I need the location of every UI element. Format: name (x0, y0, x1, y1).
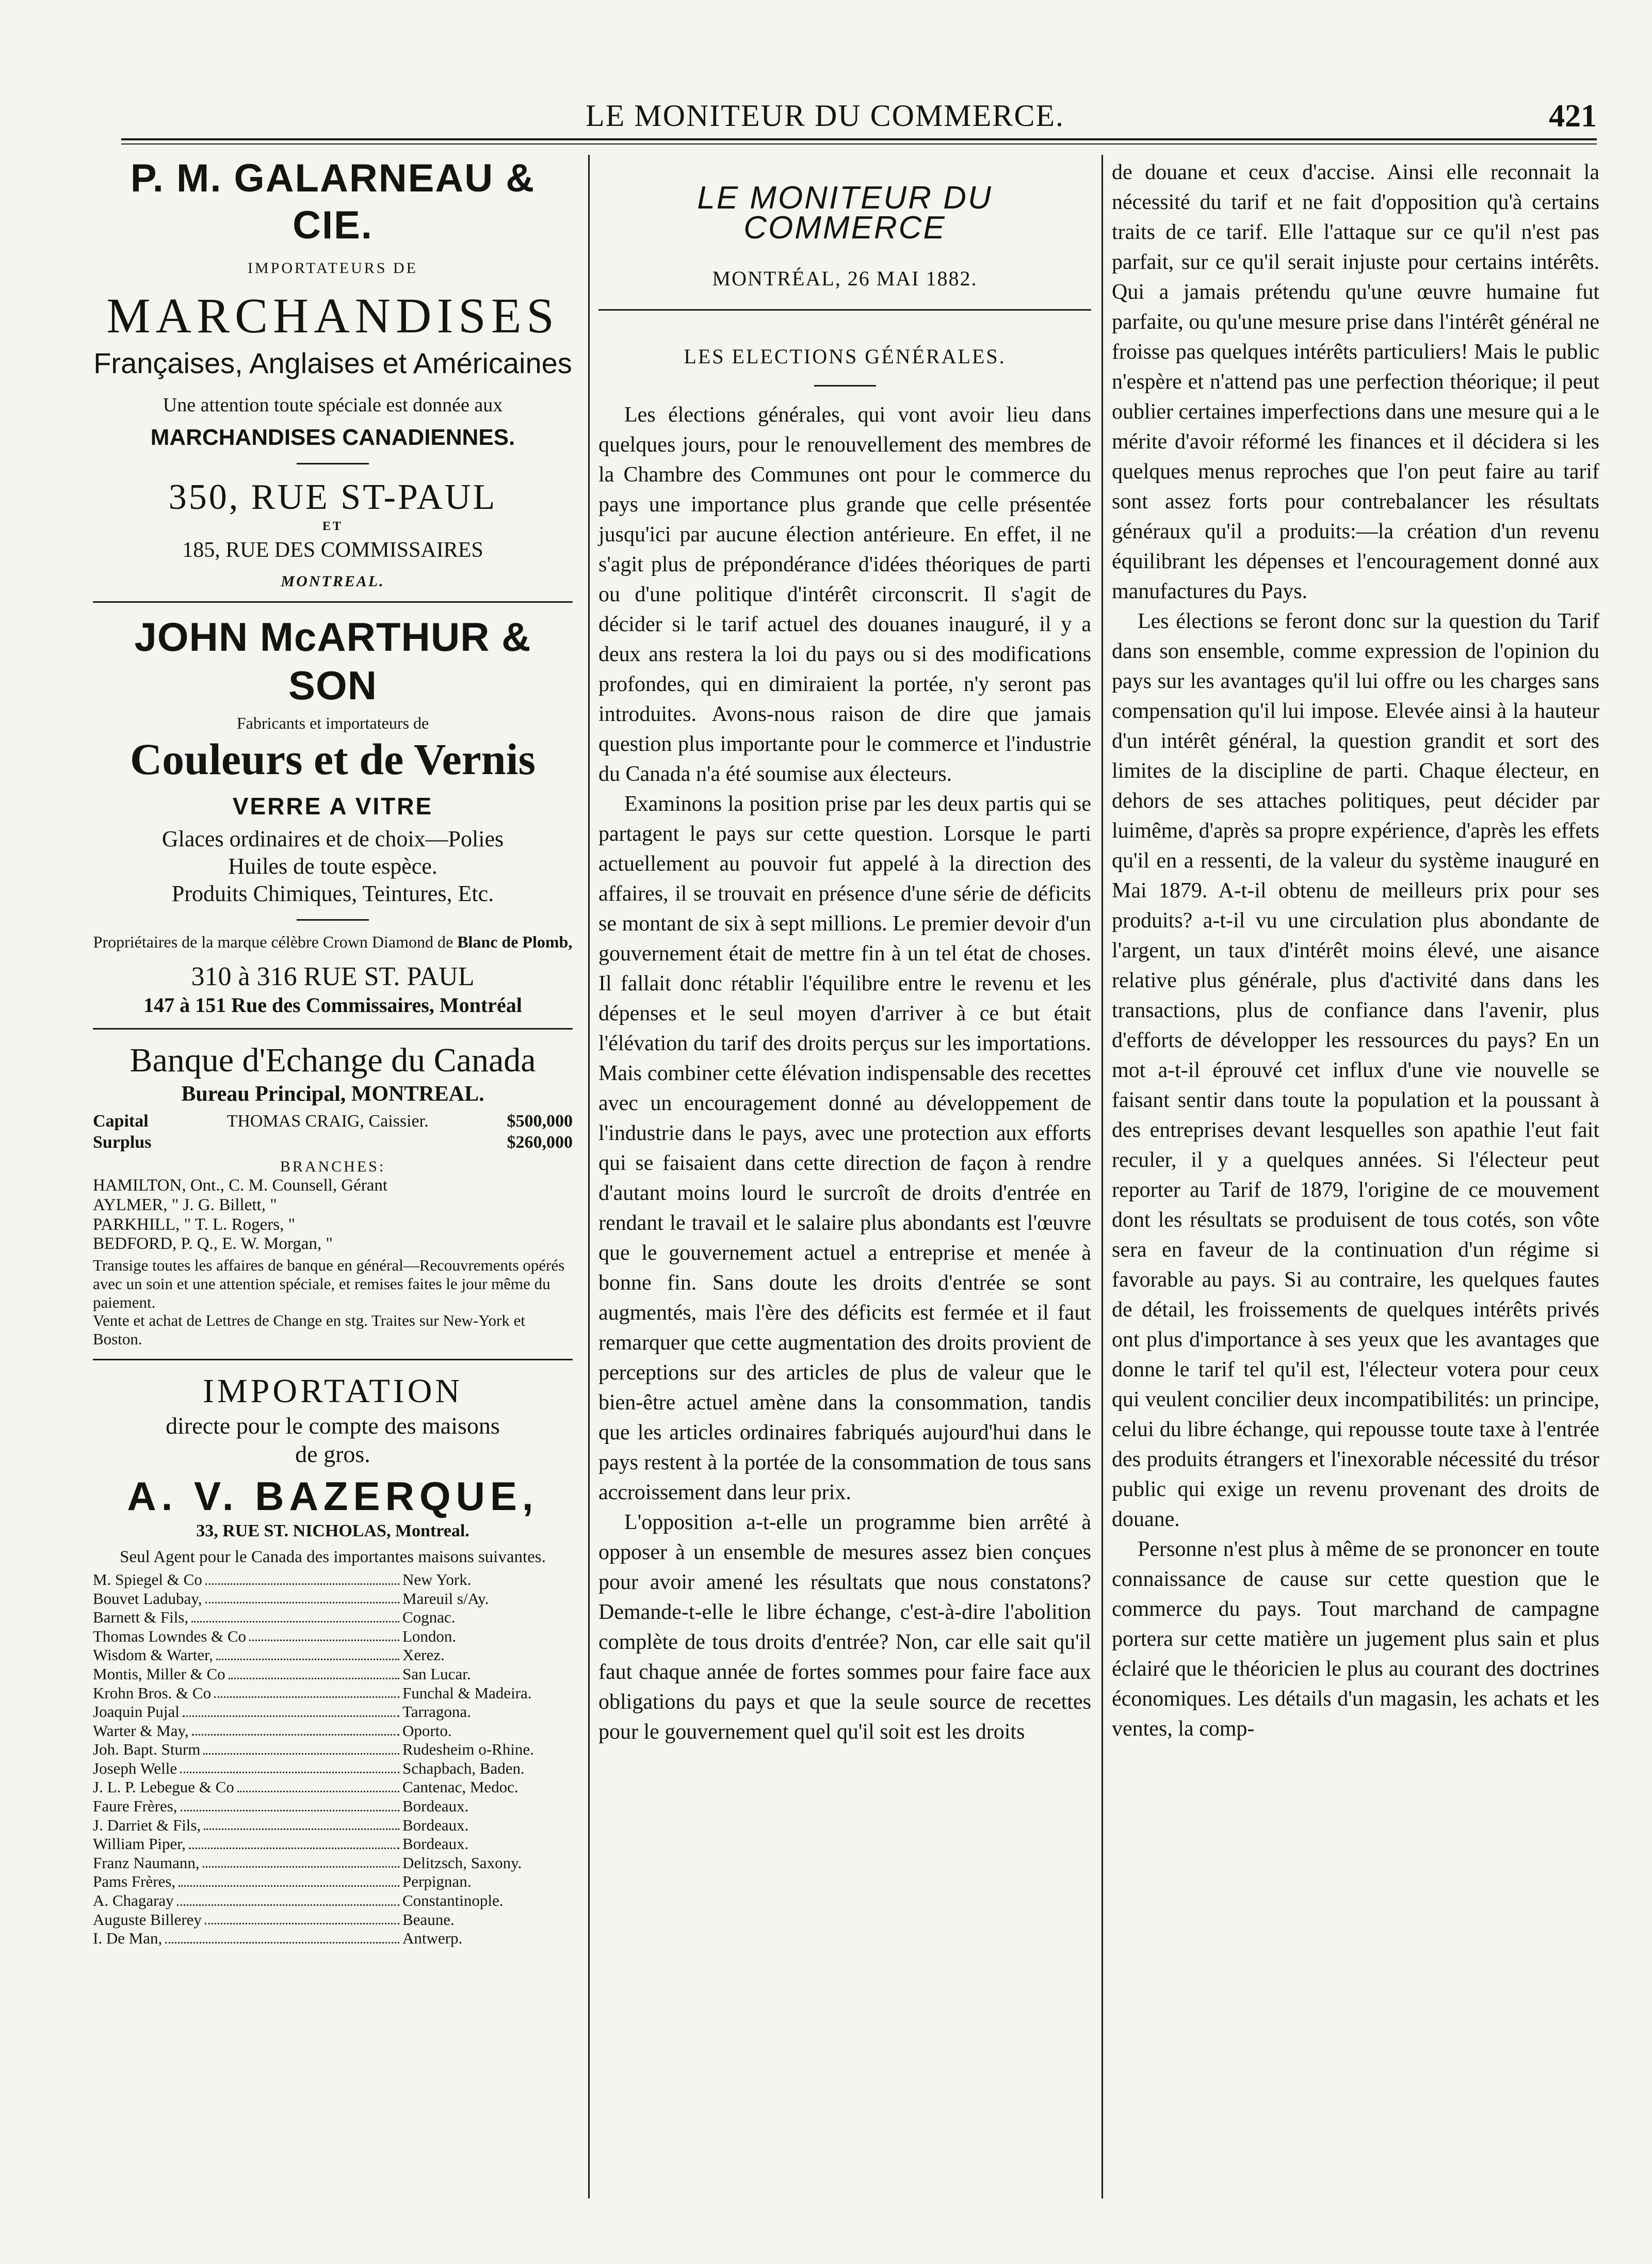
agent-name: J. L. P. Lebegue & Co (93, 1778, 234, 1796)
mcarthur-name: JOHN McARTHUR & SON (134, 614, 531, 708)
header-rule-thin (121, 143, 1597, 144)
separator (297, 919, 369, 921)
mcarthur-line3: Produits Chimiques, Teintures, Etc. (171, 880, 494, 906)
mcarthur-line1: Glaces ordinaires et de choix—Polies (161, 826, 504, 852)
banque-surplus-label: Surplus (93, 1132, 152, 1152)
banque-office: Bureau Principal, MONTREAL. (181, 1082, 484, 1106)
dot-leader (192, 1722, 399, 1736)
ad-divider (93, 601, 573, 603)
galarneau-origins: Françaises, Anglaises et Américaines (93, 346, 572, 379)
agent-row (93, 1589, 573, 1609)
masthead-rule (598, 309, 1091, 311)
dot-leader (180, 1759, 399, 1774)
galarneau-canadian: MARCHANDISES CANADIENNES. (150, 425, 515, 451)
agent-row (93, 1854, 573, 1873)
agent-name: J. Darriet & Fils, (93, 1816, 201, 1834)
dot-leader (181, 1797, 399, 1811)
agent-city: Cognac. (402, 1608, 456, 1627)
agent-name: M. Spiegel & Co (93, 1570, 202, 1589)
banque-capital: $500,000 (507, 1112, 573, 1131)
bazerque-agent: Seul Agent pour le Canada des importantes maisons suivantes. (120, 1547, 546, 1566)
agent-row (93, 1778, 573, 1797)
dot-leader (179, 1872, 399, 1887)
agent-name: Auguste Billerey (93, 1910, 202, 1929)
banque-name: Banque d'Echange du Canada (129, 1041, 536, 1080)
branch-line: PARKHILL, " T. L. Rogers, " (93, 1215, 296, 1234)
ad-divider (93, 1359, 573, 1360)
dot-leader (165, 1929, 399, 1944)
mcarthur-owners-text: Propriétaires de la marque célèbre Crown Diamond de (93, 932, 454, 951)
agent-row (93, 1665, 573, 1684)
banque-cashier-row (93, 1111, 573, 1132)
article-paragraph: de douane et ceux d'accise. Ainsi elle reconnait la nécessité du tarif et ne fait d'opposition qu'à certains traits de ce tarif. Elle l'attaque sur ce qu'il n'est pas parfait, sur ce qu'il serait injuste pour certains intérêts. Qui a jamais prétendu qu'une œuvre humaine fut parfaite, ou qu'une mesure prise dans l'intérêt général ne froisse pas quelques intérêts particuliers! Mais le public n'espère et n'attend pas une perfection théorique; il peut oublier certaines imperfections dans une mesure qui a le mérite d'avoir réformé les finances et il décidera si les quelques menus reproches que l'on peut faire au tarif sont assez forts pour contrebalancer les résultats généraux qu'il a produits:—la création d'un revenu équilibrant les dépenses et l'encouragement donné aux manufactures du Pays. (1112, 160, 1599, 603)
agent-name: Joaquin Pujal (93, 1703, 180, 1721)
agent-row (93, 1703, 573, 1722)
agent-name: Faure Frères, (93, 1797, 177, 1816)
agent-row (93, 1797, 573, 1816)
page-number: 421 (1549, 99, 1597, 134)
dot-leader (191, 1608, 399, 1623)
bazerque-address: 33, RUE ST. NICHOLAS, Montreal. (196, 1521, 469, 1540)
masthead-title: LE MONITEUR DU COMMERCE (697, 180, 993, 246)
dot-leader (203, 1854, 399, 1868)
galarneau-name: P. M. GALARNEAU & CIE. (130, 156, 536, 248)
ad-galarneau (93, 155, 573, 591)
mcarthur-brand: Blanc de Plomb, (457, 932, 573, 951)
mcarthur-address1: 310 à 316 RUE ST. PAUL (191, 962, 475, 992)
agent-name: Franz Naumann, (93, 1853, 200, 1872)
dot-leader (216, 1646, 399, 1660)
dot-leader (203, 1740, 399, 1755)
article-paragraph: Les élections générales, qui vont avoir lieu dans quelques jours, pour le renouvellement des membres de la Chambre des Communes ont pour le commerce du pays une importance plus grande que celle présentée jusqu'ici par aucune élection antérieure. En effet, il ne s'agit plus de prépondérance d'idées théoriques de parti ou d'une politique d'intérêt circonscrit. Il s'agit de décider si le tarif actuel des douanes inauguré, il y a deux ans restera la loi du pays ou si des modifications profondes, qui en dimiraient la portée, n'y seront pas introduites. Avons-nous raison de dire que jamais question plus importante pour le commerce et l'industrie du Canada n'a été soumise aux électeurs. (598, 403, 1091, 786)
article-paragraph: L'opposition a-t-elle un programme bien arrêté à opposer à un ensemble de mesures assez bien conçues pour avoir amené les résultats que nous constatons? Demande-t-elle le libre échange, c'est-à-dire l'abolition complète de tous droits d'entrée? Non, car elle sait qu'il faut chaque année de fortes sommes pour faire face aux obligations du pays et que la seule source de recettes pour le gouvernement quel qu'il soit est les droits (598, 1511, 1091, 1744)
bazerque-name: A. V. BAZERQUE, (127, 1473, 539, 1519)
ad-banque (93, 1040, 573, 1348)
galarneau-importers: IMPORTATEURS DE (248, 260, 418, 277)
mcarthur-address2-line (93, 993, 573, 1018)
galarneau-address2: 185, RUE DES COMMISSAIRES (182, 538, 483, 562)
article-paragraph: Examinons la position prise par les deux partis qui se partagent le pays sur cette question. Lorsque le parti actuellement au pouvoir fut appelé à la direction des affaires, il se trouvait en présence d'une série de déficits se montant de six à sept millions. Le premier devoir d'un gouvernement était de mettre fin à un tel état de choses. Il fallait donc rétablir l'équilibre entre le revenu et les dépenses et le seul moyen d'arriver à ce but était l'élévation du tarif des droits perçus sur les importations. Mais combiner cette élévation indispensable des recettes avec un encouragement donné au développement de l'industrie dans le pays, avec une protection aux efforts qui se faisaient dans cette direction de façon à rendre d'autant moins lourd le surcroît de droits d'entrée en rendant le travail et le salaire plus abondants est l'œuvre que le gouvernement actuel a entreprise et menée à bonne fin. Sans doute les droits d'entrée se sont augmentés, mais l'ère des déficits est fermée et il faut remarquer que cette augmentation des droits provient de perceptions sur des articles de plus de valeur que le bien-être actuel amène dans la consommation, tandis que les articles ordinaires fabriqués aujourd'hui dans le pays restent à la portée de la consommation de tous sans accroissement dans leur prix. (598, 792, 1091, 1504)
agent-row (93, 1627, 573, 1646)
dateline: MONTRÉAL, 26 MAI 1882. (712, 267, 978, 290)
agent-city: Bordeaux. (402, 1835, 469, 1853)
agent-city: Cantenac, Medoc. (402, 1778, 519, 1796)
agent-city: New York. (402, 1570, 472, 1589)
dot-leader (204, 1816, 399, 1831)
dot-leader (177, 1891, 399, 1906)
ad-mcarthur (93, 613, 573, 1018)
agent-row (93, 1740, 573, 1759)
agent-row (93, 1759, 573, 1778)
agent-city: Bordeaux. (402, 1797, 469, 1816)
galarneau-city: MONTREAL. (281, 573, 385, 590)
agent-row (93, 1608, 573, 1627)
banque-desc2: Vente et achat de Lettres de Change en stg. Traites sur New-York et Boston. (93, 1311, 525, 1348)
dot-leader (205, 1910, 399, 1925)
agent-city: Mareuil s/Ay. (402, 1589, 489, 1608)
running-head (121, 98, 1597, 144)
agent-name: Pams Frères, (93, 1872, 176, 1891)
dot-leader (214, 1684, 399, 1698)
dot-leader (205, 1589, 400, 1604)
banque-branches-title: BRANCHES: (280, 1158, 386, 1175)
banque-cashier: THOMAS CRAIG, Caissier. (226, 1112, 429, 1131)
agent-name: Montis, Miller & Co (93, 1665, 225, 1683)
mcarthur-glass: VERRE A VITRE (232, 793, 433, 820)
article-column-2 (1112, 157, 1599, 2217)
agent-name: A. Chagaray (93, 1891, 174, 1909)
mcarthur-address2-num: 147 à 151 (143, 993, 226, 1017)
mcarthur-products: Couleurs et de Vernis (130, 734, 536, 784)
agent-city: Beaune. (402, 1910, 455, 1929)
agent-city: Funchal & Madeira. (402, 1683, 532, 1702)
mcarthur-address2: Rue des Commissaires, Montréal (231, 993, 522, 1017)
agent-city: Tarragona. (402, 1703, 471, 1721)
dot-leader (183, 1703, 399, 1717)
agent-city: Bordeaux. (402, 1816, 469, 1834)
agent-city: Xerez. (402, 1646, 445, 1664)
branch-line: AYLMER, " J. G. Billett, " (93, 1195, 277, 1214)
agent-row (93, 1646, 573, 1665)
agent-name: Barnett & Fils, (93, 1608, 189, 1627)
agent-city: San Lucar. (402, 1665, 471, 1683)
banque-desc1: Transige toutes les affaires de banque en général—Recouvrements opérés avec un soin et une attention spéciale, et remises faites le jour même du paiement. (93, 1256, 565, 1311)
agent-name: William Piper, (93, 1835, 186, 1853)
branch-line: BEDFORD, P. Q., E. W. Morgan, " (93, 1234, 333, 1254)
agent-city: Schapbach, Baden. (402, 1759, 525, 1777)
agent-name: Warter & May, (93, 1721, 189, 1740)
header-rule (121, 138, 1597, 140)
agent-row (93, 1684, 573, 1703)
bazerque-title: IMPORTATION (202, 1372, 463, 1410)
agent-row (93, 1722, 573, 1741)
dot-leader (249, 1627, 399, 1642)
bazerque-agent-list (93, 1570, 573, 1948)
banque-capital-label: Capital (93, 1112, 149, 1131)
bazerque-line1: directe pour le compte des maisons (166, 1412, 500, 1439)
agent-name: Bouvet Ladubay, (93, 1589, 202, 1608)
column-rule-2 (1102, 155, 1103, 2198)
title-rule (814, 385, 876, 387)
galarneau-address1: 350, RUE ST-PAUL (168, 477, 497, 518)
agent-name: Joh. Bapt. Sturm (93, 1740, 201, 1759)
agent-row (93, 1929, 573, 1948)
column-rule-1 (588, 155, 590, 2198)
galarneau-goods: MARCHANDISES (106, 288, 559, 344)
running-title: LE MONITEUR DU COMMERCE. (586, 99, 1064, 133)
banque-surplus-row (93, 1132, 573, 1153)
agent-row (93, 1835, 573, 1854)
dot-leader (237, 1778, 399, 1792)
agent-row (93, 1891, 573, 1910)
agent-city: Oporto. (402, 1721, 452, 1740)
agent-city: Constantinople. (402, 1891, 504, 1909)
article-paragraph: Personne n'est plus à même de se prononcer en toute connaissance de cause sur cette question que le commerce du pays. Tout marchand de campagne portera sur cette matière un jugement plus sain et plus éclairé que le théoricien le plus au courant des doctrines économiques. Les détails d'un magasin, les achats et les ventes, la comp- (1112, 1537, 1599, 1741)
galarneau-notice: Une attention toute spéciale est donnée aux (163, 394, 503, 416)
mcarthur-owners (93, 932, 573, 952)
advertisements-column (93, 155, 573, 2229)
agent-city: Rudesheim o-Rhine. (402, 1740, 534, 1759)
agent-row (93, 1570, 573, 1589)
agent-name: Thomas Lowndes & Co (93, 1627, 247, 1645)
agent-row (93, 1816, 573, 1835)
galarneau-and: ET (322, 520, 343, 534)
agent-city: London. (402, 1627, 457, 1645)
agent-row (93, 1872, 573, 1891)
article-paragraph: Les élections se feront donc sur la question du Tarif dans son ensemble, comme expression de l'opinion du pays sur les avantages qu'il lui offre ou les charges sans compensation qu'il lui impose. Elevée ainsi à la hauteur d'un intérêt général, la question grandit et sort des limites de la discipline de parti. Chaque électeur, en dehors de ses attaches politiques, peut décider par luimême, d'après sa propre expérience, d'après les effets qu'il en a ressenti, de la valeur du système inauguré en Mai 1879. A-t-il obtenu de meilleurs prix pour ses produits? a-t-il vu une circulation plus abondante de l'argent, un taux d'intérêt moins élevé, une aisance relative plus générale, plus d'activité dans dans les transactions, plus de confiance dans l'avenir, plus d'efforts de développer les ressources du pays? En un mot a-t-il éprouvé cet influx d'une vie nouvelle se faisant sentir dans toute la population et la poussant à des entreprises devant lesquelles son apathie l'eut fait reculer, il y a quelques années. Si l'électeur peut reporter au Tarif de 1879, l'origine de ce mouvement dont les résultats se produisent de tous cotés, son vôte sera en faveur de la continuation d'un régime si favorable au pays. Si au contraire, les quelques fautes de détail, les froissements de quelques intérêts privés ont plus d'importance à ses yeux que les avantages que donne le tarif tel qu'il est, l'électeur votera pour ceux qui veulent concilier deux incompatibilités: un principe, celui du libre échange, qui repousse toute taxe à l'entrée des produits étrangers et l'inexorable nécessité du trésor public qui exige un revenu provenant des droits de douane. (1112, 609, 1599, 1531)
branch-line: HAMILTON, Ont., C. M. Counsell, Gérant (93, 1176, 388, 1195)
agent-name: I. De Man, (93, 1929, 163, 1948)
ad-divider (93, 1028, 573, 1030)
banque-surplus: $260,000 (507, 1132, 573, 1152)
agent-city: Delitzsch, Saxony. (402, 1853, 522, 1872)
agent-name: Krohn Bros. & Co (93, 1683, 212, 1702)
dot-leader (229, 1665, 399, 1679)
mcarthur-line2: Huiles de toute espèce. (228, 854, 438, 879)
article-column-1 (598, 180, 1091, 2217)
dot-leader (189, 1835, 399, 1849)
dot-leader (205, 1570, 399, 1585)
mcarthur-sub: Fabricants et importateurs de (236, 713, 429, 732)
separator (297, 463, 369, 464)
masthead (598, 180, 1091, 294)
agent-city: Antwerp. (402, 1929, 463, 1948)
bazerque-line2: de gros. (295, 1440, 370, 1467)
agent-name: Wisdom & Warter, (93, 1646, 213, 1664)
agent-city: Perpignan. (402, 1872, 472, 1891)
agent-name: Joseph Welle (93, 1759, 177, 1777)
article-title: LES ELECTIONS GÉNÉRALES. (684, 345, 1006, 368)
ad-bazerque (93, 1371, 573, 1948)
agent-row (93, 1910, 573, 1930)
